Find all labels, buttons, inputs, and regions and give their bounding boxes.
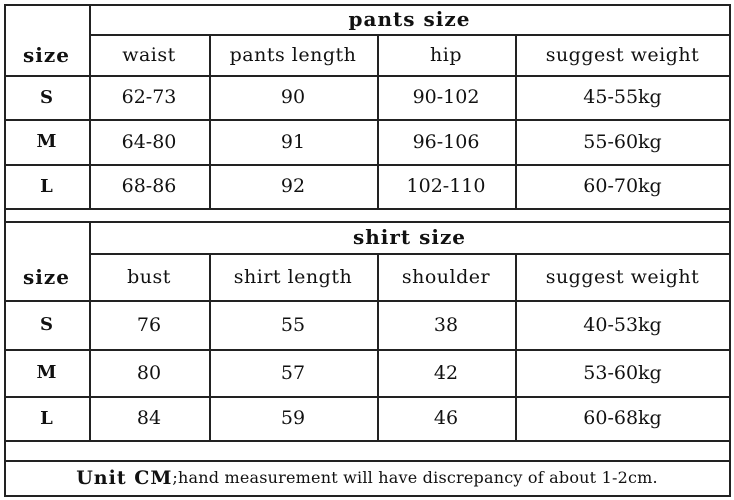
unit-label: Unit CM: [76, 466, 173, 489]
pants-header-size: size: [23, 42, 70, 67]
shirt-cell: 40-53kg: [583, 313, 662, 336]
shirt-header-shoulder: shoulder: [401, 265, 491, 288]
shirt-cell: 84: [136, 407, 162, 429]
pants-header-weight: suggest weight: [545, 43, 700, 66]
shirt-cell: 53-60kg: [583, 361, 662, 384]
shirt-title: shirt size: [352, 225, 467, 249]
shirt-size-label: L: [40, 407, 53, 429]
shirt-header-size: size: [23, 264, 70, 289]
pants-header-waist: waist: [122, 43, 176, 66]
footer-note: [4, 460, 730, 495]
shirt-header-bust: bust: [127, 265, 171, 288]
pants-cell: 60-70kg: [583, 175, 662, 197]
pants-header-length: pants length: [229, 43, 357, 66]
shirt-cell: 38: [433, 313, 459, 336]
pants-cell: 92: [280, 175, 306, 197]
pants-cell: 62-73: [121, 86, 177, 108]
grid-line: [4, 208, 730, 210]
pants-cell: 64-80: [121, 130, 177, 153]
shirt-cell: 42: [433, 361, 459, 384]
grid-line: [4, 495, 730, 497]
pants-size-label: L: [40, 175, 53, 197]
shirt-cell: 76: [136, 313, 162, 336]
shirt-cell: 80: [136, 361, 162, 384]
shirt-size-label: M: [36, 362, 57, 383]
shirt-cell: 55: [280, 313, 306, 336]
pants-header-hip: hip: [430, 43, 462, 66]
shirt-cell: 46: [433, 407, 459, 429]
shirt-cell: 57: [280, 361, 306, 384]
pants-cell: 55-60kg: [583, 130, 662, 153]
pants-cell: 102-110: [406, 175, 486, 197]
measurement-note: ;hand measurement will have discrepancy of about 1-2cm.: [172, 468, 658, 487]
grid-line: [4, 440, 730, 442]
pants-cell: 45-55kg: [583, 86, 662, 108]
pants-size-label: M: [36, 131, 57, 152]
pants-size-label: S: [40, 86, 53, 108]
pants-cell: 96-106: [412, 130, 480, 153]
pants-cell: 90-102: [412, 86, 480, 108]
pants-cell: 91: [280, 130, 306, 153]
pants-title: pants size: [348, 7, 471, 31]
shirt-header-weight: suggest weight: [545, 265, 700, 288]
pants-cell: 90: [280, 86, 306, 108]
shirt-cell: 59: [280, 407, 306, 429]
shirt-header-length: shirt length: [233, 265, 353, 288]
shirt-size-label: S: [40, 314, 53, 335]
shirt-cell: 60-68kg: [583, 407, 662, 429]
pants-cell: 68-86: [121, 175, 177, 197]
